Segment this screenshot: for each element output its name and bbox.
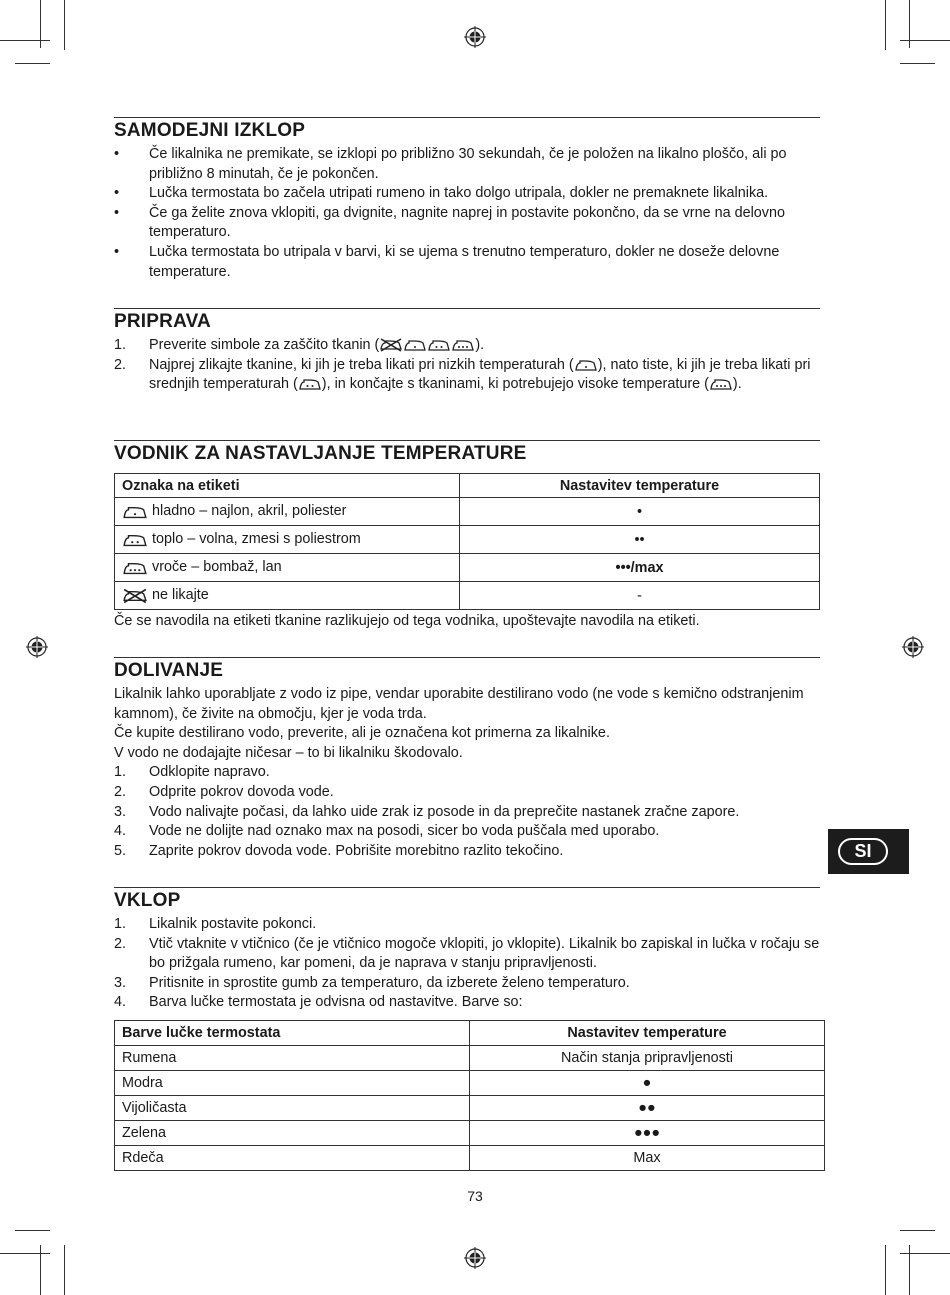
table-cell: Rdeča [115,1146,470,1171]
table-header: Barve lučke termostata [115,1021,470,1046]
paragraph: Likalnik lahko uporabljate z vodo iz pipe, vendar uporabite destilirano vodo (ne vode s kemično odstranjenim kamnom), če živite na območju, kjer je voda trda. [114,686,804,722]
table-row [115,554,820,582]
table-cell: Vijoličasta [115,1096,470,1121]
iron-1-dot-icon [574,358,598,372]
table-row [115,1096,825,1121]
table-row [115,1071,825,1096]
temperature-guide-table [114,473,820,610]
table-row [115,582,820,610]
table-cell: ne likajte [115,582,460,610]
list-item: 4. Vode ne dolijte nad oznako max na posodi, sicer bo voda puščala med uporabo. [114,823,660,840]
crop-mark [40,0,41,48]
language-tab [828,829,909,874]
iron-2-dot-icon [427,338,451,352]
table-row [115,498,820,526]
iron-3-dot-icon [122,560,148,576]
crop-mark [15,1230,50,1231]
section-title: SAMODEJNI IZKLOP [114,120,306,141]
list-item: • Lučka termostata bo utripala v barvi, ki se ujema s trenutno temperaturo, dokler ne doseže delovne temperature. [114,243,780,280]
section-rule [114,117,820,118]
section-filling [114,657,820,861]
list-item: 3. Pritisnite in sprostite gumb za temperaturo, da izberete želeno temperaturo. [114,974,630,991]
section-title: DOLIVANJE [114,660,224,681]
table-row [115,526,820,554]
table-header: Oznaka na etiketi [115,474,460,498]
table-cell: Način stanja pripravljenosti [470,1046,825,1071]
crop-mark [885,1245,886,1295]
list-item: • Lučka termostata bo začela utripati rumeno in tako dolgo utripala, dokler ne premaknete likalnika. [114,185,769,202]
list-item: 3. Vodo nalivajte počasi, da lahko uide zrak iz posode in da preprečite nastanek zračne zapore. [114,803,740,820]
paragraph: V vodo ne dodajajte ničesar – to bi likalniku škodovalo. [114,744,463,761]
table-header-row [115,1021,825,1046]
table-cell: - [460,582,820,610]
crop-mark [0,1253,50,1254]
section-rule [114,440,820,441]
list-item: 1. Odklopite napravo. [114,764,270,781]
iron-1-dot-icon [403,338,427,352]
crop-mark [909,0,910,48]
table-cell: •••/max [460,554,820,582]
table-cell: Zelena [115,1121,470,1146]
section-title: VODNIK ZA NASTAVLJANJE TEMPERATURE [114,443,527,464]
crop-mark [0,40,50,41]
iron-2-dot-icon [122,532,148,548]
list-item: 2. Najprej zlikajte tkanine, ki jih je treba likati pri nizkih temperaturah ( ), nato tiste, ki jih je treba likati pri srednjih temperaturah ( ), in končajte s tkaninami, ki potrebujejo visoke temperature ( ). [114,356,811,393]
table-cell: toplo – volna, zmesi s poliestrom [115,526,460,554]
section-title: PRIPRAVA [114,311,211,332]
registration-mark-icon [464,1247,486,1269]
registration-mark-icon [26,636,48,658]
list-item: 1. Likalnik postavite pokonci. [114,916,317,932]
table-cell: ● [470,1071,825,1096]
registration-mark-icon [464,26,486,48]
list-item: 4. Barva lučke termostata je odvisna od nastavitve. Barve so: [114,994,523,1011]
table-header: Nastavitev temperature [460,474,820,498]
table-header: Nastavitev temperature [470,1021,825,1046]
iron-crossed-icon [122,588,148,604]
iron-crossed-icon [379,338,403,352]
crop-mark [885,0,886,50]
crop-mark [900,40,950,41]
list-item: • Če likalnika ne premikate, se izklopi po približno 30 sekundah, če je položen na likalno ploščo, ali po približno 8 minutah, če je pokončen. [114,146,787,182]
iron-2-dot-icon [298,377,322,391]
page-number: 73 [467,1188,483,1204]
crop-mark [64,0,65,50]
section-temperature-guide [114,440,820,632]
section-title: VKLOP [114,890,181,911]
list-item: 2. Odprite pokrov dovoda vode. [114,783,334,800]
crop-mark [900,1230,935,1231]
bullet-list [114,145,820,282]
section-preparation [114,308,820,395]
numbered-list [114,336,820,395]
section-rule [114,887,820,888]
table-row [115,1146,825,1171]
table-row [115,1121,825,1146]
numbered-list [114,763,820,861]
registration-mark-icon [902,636,924,658]
table-header-row [115,474,820,498]
crop-mark [64,1245,65,1295]
language-code: SI [838,838,888,865]
table-cell: vroče – bombaž, lan [115,554,460,582]
section-switch-on [114,887,820,1013]
numbered-list [114,915,820,1013]
table-cell: Max [470,1146,825,1171]
section-rule [114,308,820,309]
crop-mark [40,1245,41,1295]
crop-mark [15,63,50,64]
table-row [115,1046,825,1071]
table-cell: • [460,498,820,526]
thermostat-color-table [114,1020,825,1171]
iron-3-dot-icon [451,338,475,352]
iron-3-dot-icon [709,377,733,391]
table-cell: hladno – najlon, akril, poliester [115,498,460,526]
crop-mark [909,1245,910,1295]
table-cell: ●●● [470,1121,825,1146]
list-item: • Če ga želite znova vklopiti, ga dvignite, nagnite naprej in postavite pokončno, da se vrne na delovno temperaturo. [114,204,785,241]
iron-1-dot-icon [122,504,148,520]
table-cell: Modra [115,1071,470,1096]
list-item: 1. Preverite simbole za zaščito tkanin ( ). [114,337,485,353]
section-auto-off [114,117,820,282]
list-item: 5. Zaprite pokrov dovoda vode. Pobrišite morebitno razlito tekočino. [114,842,564,859]
section-rule [114,657,820,658]
crop-mark [900,63,935,64]
crop-mark [900,1253,950,1254]
table-cell: Rumena [115,1046,470,1071]
table-cell: •• [460,526,820,554]
guide-note: Če se navodila na etiketi tkanine razlikujejo od tega vodnika, upoštevajte navodila na etiketi. [114,613,700,629]
paragraph: Če kupite destilirano vodo, preverite, ali je označena kot primerna za likalnike. [114,725,610,742]
list-item: 2. Vtič vtaknite v vtičnico (če je vtičnico mogoče vklopiti, jo vklopite). Likalnik bo zapiskal in lučka v ročaju se bo prižgala rumeno, kar pomeni, da je naprava v stanju pripravljenosti. [114,935,820,972]
table-cell: ●● [470,1096,825,1121]
